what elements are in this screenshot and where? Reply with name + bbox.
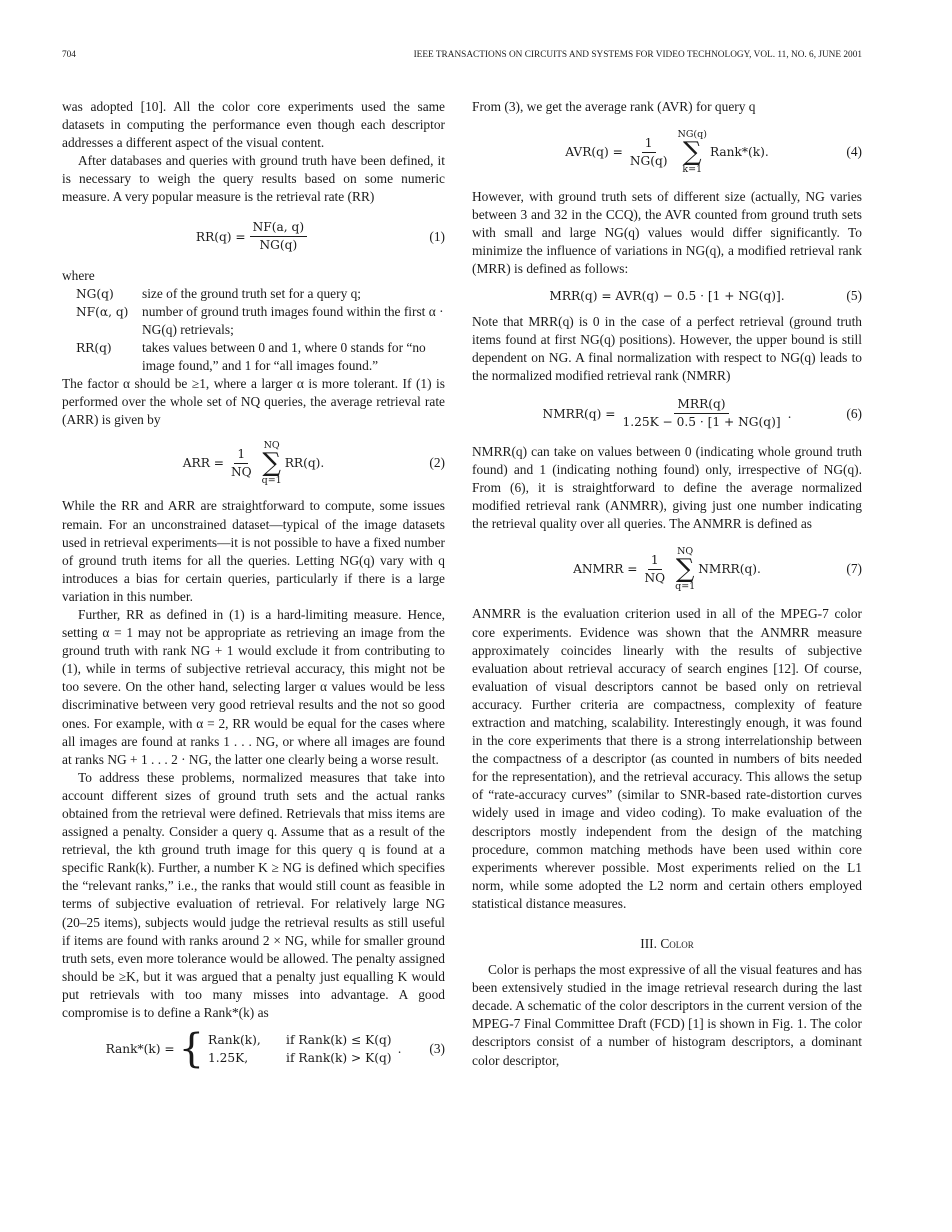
paragraph: To address these problems, normalized measures that take into account different sizes of ground truth sets and the actual ranks obtained from the retrieval were defined. Retrievals that miss items are assigned a penalty. Consider a query q. Assume that as a result of the retrieval, the kth ground truth image for this query q is found at a specific Rank(k). Further, a number K ≥ NG is defined which specifies the “relevant ranks,” i.e., the ranks that would still count as feasible in terms of subjective evaluation of retrieval. For relatively large NG (20–25 items), subjects would judge the retrieval results as still useful if items are found with ranks around 2 × NG, while for smaller ground truth sets, even more tolerance would be allowed. The penalty assigned should be ≥K, but it was argued that a penalty just equalling K would put retrievals with too many misses into advantage. A good compromise is to define a Rank*(k) as [62, 769, 445, 1021]
eq-lhs: RR(q) = [195, 229, 246, 244]
definition-symbol: RR(q) [76, 340, 112, 355]
equation-5 [472, 279, 862, 313]
equation-1 [62, 207, 445, 267]
left-column [62, 98, 445, 1076]
where-label: where [62, 267, 95, 283]
paragraph: Note that MRR(q) is 0 in the case of a perfect retrieval (ground truth items found at first NG(q) positions). However, the upper bound is still dependent on NG. A final normalization with respect to NG(q) leads to the normalized modified retrieval rank (NMRR) [472, 313, 862, 383]
sum-lower-limit: k=1 [682, 164, 703, 176]
definition-text: number of ground truth images found within the first α · NG(q) retrievals; [142, 303, 444, 337]
summation [262, 440, 282, 486]
equation-3 [62, 1022, 445, 1076]
equation-6 [472, 385, 862, 443]
definition-row [62, 339, 445, 375]
eq-body: MRR(q) = AVR(q) − 0.5 · [1 + NG(q)]. [549, 288, 785, 303]
case-row [208, 1049, 392, 1067]
denominator: NG(q) [629, 153, 668, 168]
paragraph: NMRR(q) can take on values between 0 (indicating whole ground truth found) and 1 (indicating nothing found) only, irrespective of NG(q). From (6), it is straightforward to define the average normalized modified retrieval rank (ANMRR), giving just one number indicating the retrieval quality over all queries. The ANMRR is defined as [472, 443, 862, 532]
paragraph: The factor α should be ≥1, where a larger α is more tolerant. If (1) is performed over the whole set of NQ queries, the average retrieval rate (ARR) is given by [62, 376, 445, 428]
equation-number: (2) [429, 455, 445, 471]
section-number: III. [640, 936, 657, 951]
definition-symbol: NG(q) [76, 286, 114, 301]
equation-number: (6) [846, 405, 862, 421]
fraction [641, 553, 668, 586]
definition-text: size of the ground truth set for a query q; [142, 285, 362, 301]
fraction [250, 220, 307, 253]
paragraph: Color is perhaps the most expressive of all the visual features and has been extensively studied in the image retrieval research during the last decade. A schematic of the color descriptors in the current version of the MPEG-7 Final Committee Draft (FCD) [1] is shown in Fig. 1. The color descriptors consist of a number of histogram descriptors, a dominant color descriptor, [472, 962, 862, 1068]
denominator: 1.25K − 0.5 · [1 + NG(q)] [622, 415, 781, 430]
equation-4 [472, 116, 862, 188]
section-title: Color [660, 936, 694, 951]
definition-symbol: NF(α, q) [76, 304, 129, 319]
eq-lhs: ANMRR = [573, 562, 638, 577]
eq-lhs: AVR(q) = [565, 145, 623, 160]
eq-lhs: Rank*(k) = [105, 1042, 175, 1057]
fraction [228, 447, 255, 480]
definition-text: takes values between 0 and 1, where 0 stands for “no image found,” and 1 for “all images found.” [142, 339, 426, 374]
sigma-symbol: ∑ [262, 448, 281, 479]
numerator: 1 [642, 136, 656, 153]
numerator: 1 [648, 553, 662, 570]
denominator: NQ [230, 464, 252, 479]
section-heading [472, 935, 862, 953]
numerator: 1 [234, 447, 248, 464]
paragraph: ANMRR is the evaluation criterion used in all of the MPEG-7 color core experiments. Evidence was shown that the ANMRR measure approximately coincides linearly with the results of subjective evaluation about retrieval accuracy of search engines [12]. Of course, evaluation of visual descriptors cannot be based only on retrieval accuracy. Further criteria are compactness, complexity of feature extraction and matching, scalability. Interestingly enough, it was found in the core experiments that there is a strong interrelationship between the compactness of a descriptor (as counted in numbers of bits needed for the representation), and the retrieval accuracy. This allows the setup of “rate-accuracy curves” (similar to SNR-based rate-distortion curves widely used in image and video coding). To make evaluation of the descriptors mostly independent from the design of the matching procedure, common matching methods have been used within core experiments wherever possible. Most experiments relied on the L1 norm, while some adopted the L2 norm and certain others employed statistical distance measures. [472, 606, 862, 911]
sum-lower-limit: q=1 [261, 475, 282, 487]
case-value: Rank(k), [208, 1033, 261, 1048]
equation-number: (1) [429, 228, 445, 244]
journal-running-head: IEEE TRANSACTIONS ON CIRCUITS AND SYSTEMS FOR VIDEO TECHNOLOGY, VOL. 11, NO. 6, JUNE 2001 [413, 50, 862, 60]
eq-tail: . [397, 1042, 402, 1057]
sum-upper-limit: NG(q) [677, 129, 707, 141]
equation-number: (7) [846, 561, 862, 577]
page-number: 704 [62, 50, 76, 60]
definition-row [62, 303, 445, 339]
definition-row [62, 285, 445, 303]
equation-2 [62, 429, 445, 497]
sum-upper-limit: NQ [677, 546, 694, 558]
eq-body: NMRR(q). [698, 562, 761, 577]
eq-body: Rank*(k). [709, 145, 769, 160]
denominator: NQ [644, 570, 666, 585]
case-condition: if Rank(k) ≤ K(q) [286, 1033, 392, 1048]
paragraph: was adopted [10]. All the color core experiments used the same datasets in computing the performance even though each descriptor addresses a different aspect of the visual content. [62, 99, 445, 151]
sigma-symbol: ∑ [682, 137, 702, 168]
fraction [619, 397, 783, 430]
definition-list [62, 285, 445, 375]
sigma-symbol: ∑ [675, 554, 695, 585]
case-value: 1.25K, [208, 1051, 249, 1066]
paragraph: However, with ground truth sets of different size (actually, NG varies between 3 and 32 in the CCQ), the AVR counted from ground truth sets with small and large NG(q) values would differ significantly. To minimize the influence of variations in NG(q), a modified retrieval rank (MRR) is defined as follows: [472, 189, 862, 277]
paragraph: While the RR and ARR are straightforward to compute, some issues remain. For an unconstrained dataset—typical of the image datasets used in retrieval experiments—it is not possible to have a fixed number of ground truth items for all the queries. Letting NG(q) vary with q introduces a bias for certain queries, particularly if there is a large variation in this number. [62, 498, 445, 604]
eq-body: RR(q). [284, 456, 325, 471]
equation-number: (4) [846, 144, 862, 160]
paragraph: Further, RR as defined in (1) is a hard-limiting measure. Hence, setting α = 1 may not be appropriate as retrieving an image from the ground truth with rank NG + 1 would exclude it from contributing to (1), while in terms of subjective retrieval accuracy, this might not be too severe. On the other hand, selecting larger α values would be less discriminative between very good retrieval results and the not so good ones. For example, with α = 2, RR would be equal for the cases where all images are found at ranks 1 . . . NG, or where all images are found at ranks NG + 1 . . . 2 · NG, the latter one clearly being a worse result. [62, 606, 445, 767]
sum-upper-limit: NQ [263, 440, 280, 452]
equation-number: (3) [429, 1041, 445, 1057]
case-row [208, 1031, 392, 1049]
paragraph: From (3), we get the average rank (AVR) for query q [472, 99, 756, 114]
case-condition: if Rank(k) > K(q) [286, 1051, 392, 1066]
summation [678, 129, 707, 175]
cases [175, 1026, 402, 1073]
numerator: MRR(q) [674, 397, 728, 414]
right-column [472, 98, 862, 1070]
equation-number: (5) [846, 287, 862, 303]
denominator: NG(q) [259, 238, 298, 253]
eq-lhs: NMRR(q) = [542, 406, 616, 421]
numerator: NF(a, q) [250, 220, 307, 237]
paragraph: After databases and queries with ground truth have been defined, it is necessary to weigh the query results based on some numeric measure. A very popular measure is the retrieval rate (RR) [62, 153, 445, 205]
sum-lower-limit: q=1 [675, 581, 696, 593]
eq-tail: . [787, 406, 792, 421]
fraction [627, 136, 671, 169]
brace-symbol: { [178, 1026, 205, 1073]
eq-lhs: ARR = [182, 456, 224, 471]
summation [675, 546, 695, 592]
equation-7 [472, 533, 862, 605]
